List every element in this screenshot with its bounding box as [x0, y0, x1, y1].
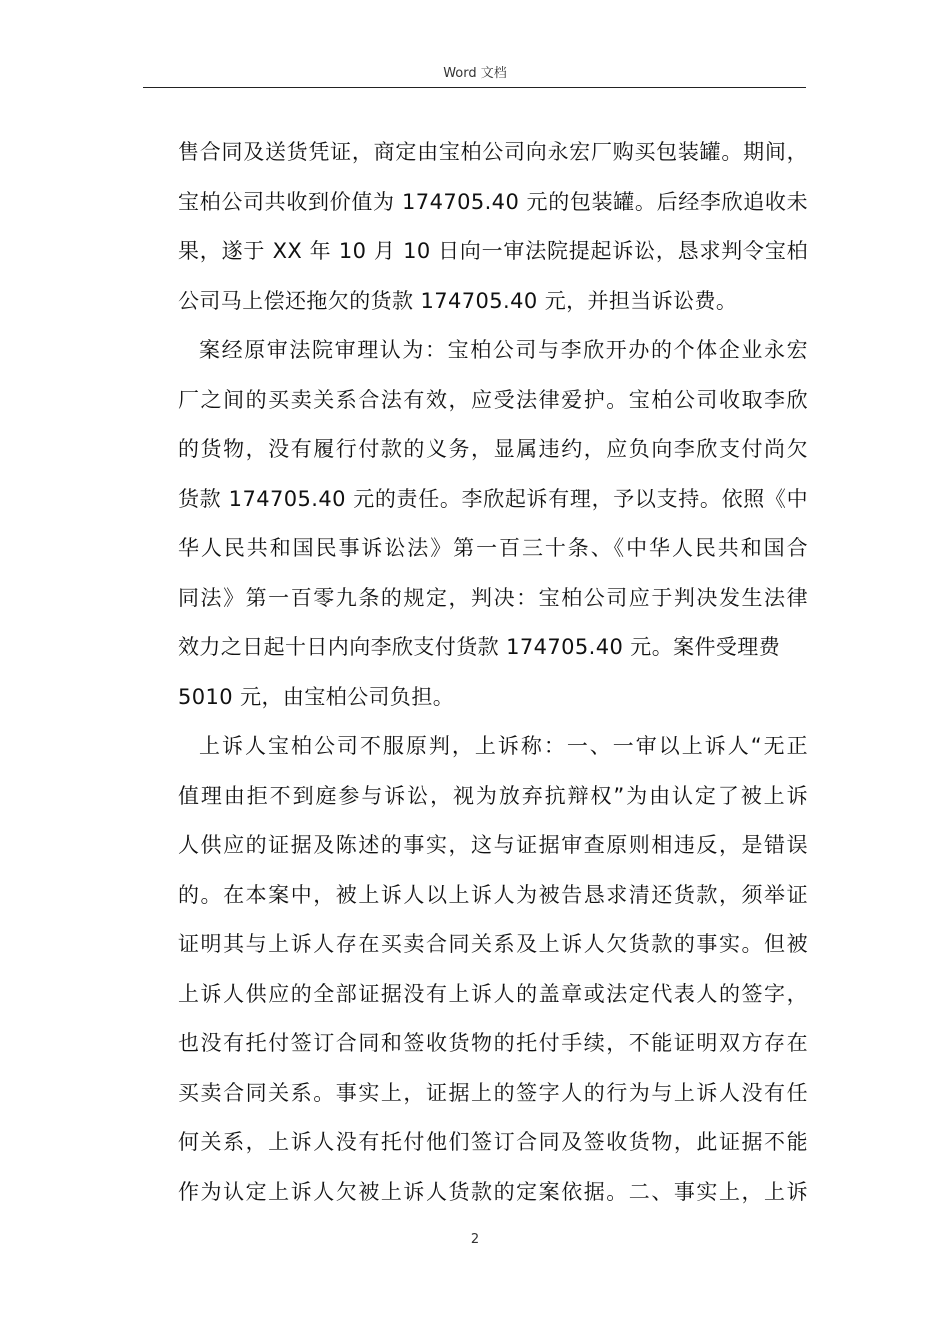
text-line: 何关系，上诉人没有托付他们签订合同及签收货物，此证据不能 [178, 1130, 808, 1154]
document-body [178, 128, 808, 1217]
text-line: 案经原审法院审理认为：宝柏公司与李欣开办的个体企业永宏 [199, 338, 808, 362]
text-line: 公司马上偿还拖欠的货款 174705.40 元，并担当诉讼费。 [178, 288, 738, 313]
text-line: 果，遂于 XX 年 10 月 10 日向一审法院提起诉讼，恳求判令宝柏 [178, 239, 808, 263]
text-line: 的货物，没有履行付款的义务，显属违约，应负向李欣支付尚欠 [178, 437, 808, 461]
text-line: 也没有托付签订合同和签收货物的托付手续，不能证明双方存在 [178, 1031, 808, 1055]
text-line: 厂之间的买卖关系合法有效，应受法律爱护。宝柏公司收取李欣 [178, 387, 808, 412]
text-line: 作为认定上诉人欠被上诉人货款的定案依据。二、事实上，上诉 [178, 1179, 808, 1204]
text-line: 人供应的证据及陈述的事实，这与证据审查原则相违反，是错误 [178, 833, 808, 857]
header-rule [143, 87, 806, 88]
text-line: 售合同及送货凭证，商定由宝柏公司向永宏厂购买包装罐。期间， [178, 140, 808, 164]
text-line: 5010 元，由宝柏公司负担。 [178, 684, 455, 709]
text-line: 效力之日起十日内向李欣支付货款 174705.40 元。案件受理费 [178, 635, 781, 659]
text-line: 买卖合同关系。事实上，证据上的签字人的行为与上诉人没有任 [178, 1080, 808, 1105]
header-title: Word 文档 [443, 66, 507, 81]
text-line: 同法》第一百零九条的规定，判决：宝柏公司应于判决发生法律 [178, 585, 808, 610]
text-line: 上诉人宝柏公司不服原判，上诉称：一、一审以上诉人“无正 [199, 734, 808, 758]
text-line: 的。在本案中，被上诉人以上诉人为被告恳求清还货款，须举证 [178, 882, 808, 907]
text-line: 证明其与上诉人存在买卖合同关系及上诉人欠货款的事实。但被 [178, 932, 808, 956]
text-line: 华人民共和国民事诉讼法》第一百三十条、《中华人民共和国合 [178, 536, 808, 560]
text-line: 上诉人供应的全部证据没有上诉人的盖章或法定代表人的签字， [178, 981, 808, 1006]
text-line: 宝柏公司共收到价值为 174705.40 元的包装罐。后经李欣追收未 [178, 189, 808, 214]
text-line: 货款 174705.40 元的责任。李欣起诉有理，予以支持。依照《中 [178, 486, 808, 511]
page-number: 2 [470, 1232, 480, 1247]
text-line: 值理由拒不到庭参与诉讼，视为放弃抗辩权”为由认定了被上诉 [178, 783, 808, 808]
